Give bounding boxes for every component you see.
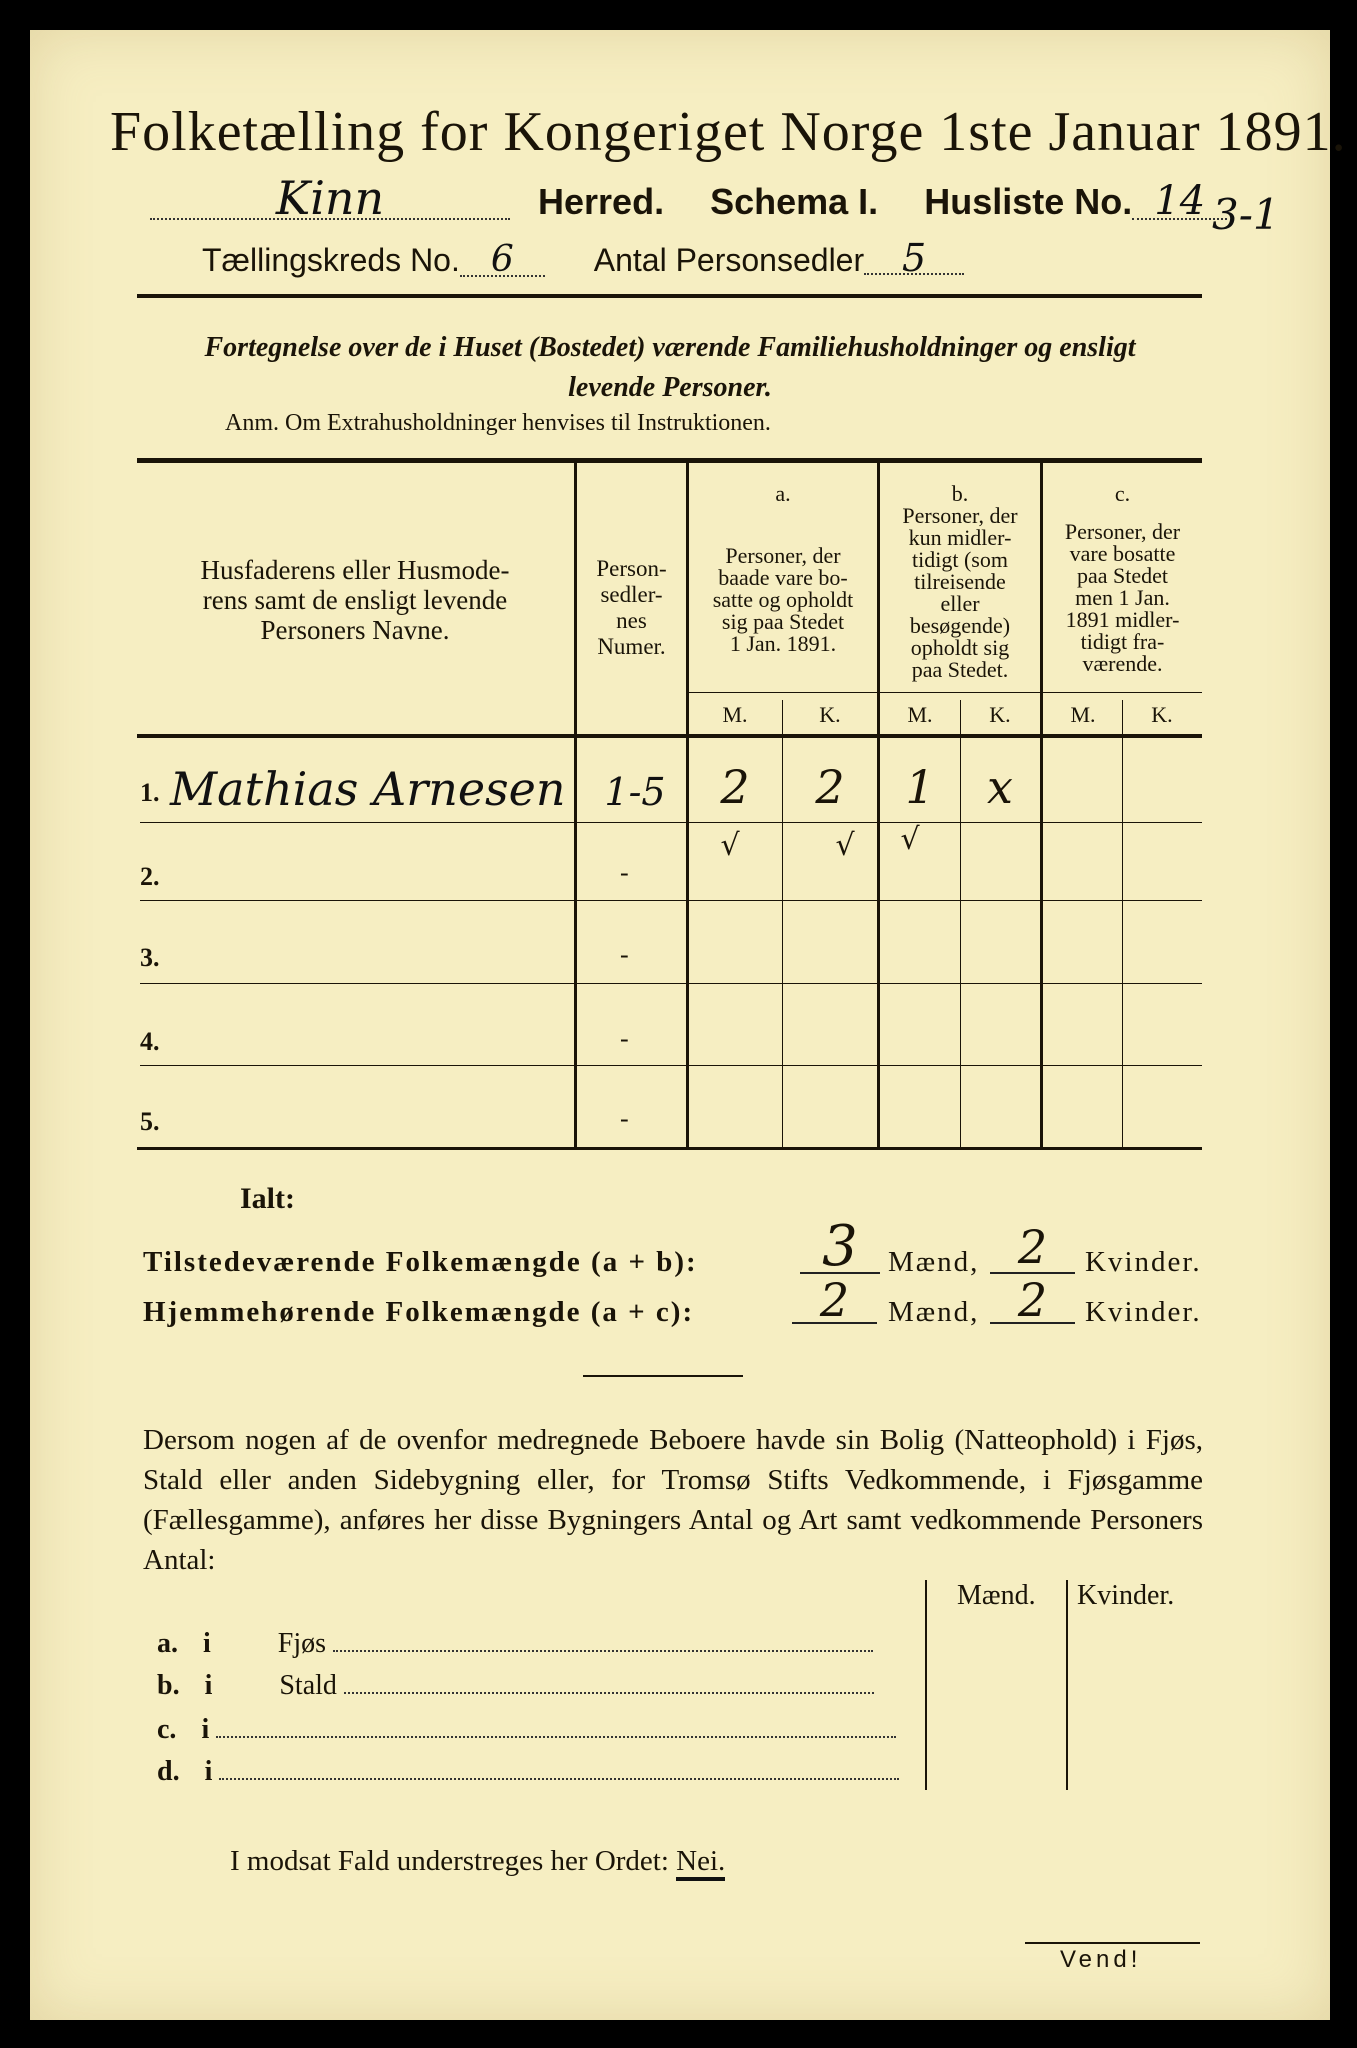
hjemme-women: 2 xyxy=(990,1278,1075,1324)
kvinder-label: Kvinder. xyxy=(1085,1246,1202,1278)
check-mark-icon: √ xyxy=(835,828,855,863)
m-label: M. xyxy=(907,702,933,727)
kreds-label: Tællingskreds No. xyxy=(202,242,460,278)
col-b-header: b. Personer, der kun midler- tidigt (som tilreisende eller besøgende) opholdt sig paa Stedet. xyxy=(902,481,1018,682)
row-rule xyxy=(140,822,1202,823)
col-divider xyxy=(1122,700,1123,1149)
maend-label: Mænd, xyxy=(888,1296,980,1328)
col-c-header: c. Personer, der vare bosatte paa Stedet men 1 Jan. 1891 midler- tidigt fra- værende. xyxy=(1064,481,1181,676)
col-divider xyxy=(1066,1580,1068,1790)
kreds-value: 6 xyxy=(460,245,545,277)
cell-a-k: 2 xyxy=(815,760,845,814)
maend-label: Mænd, xyxy=(888,1246,980,1278)
hjemme-line xyxy=(143,1296,694,1329)
row-number: 1. xyxy=(140,778,160,807)
anm-note: Anm. Om Extrahusholdninger henvises til Instruktionen. xyxy=(225,410,771,436)
hjemme-label: Hjemmehørende Folkemængde (a + c): xyxy=(143,1296,695,1328)
row-num: - xyxy=(620,940,629,969)
row-number: 5. xyxy=(140,1107,160,1136)
tilstede-label: Tilstedeværende Folkemængde (a + b): xyxy=(143,1246,698,1278)
cell-a-m: 2 xyxy=(720,760,750,814)
herred-line xyxy=(150,171,1227,225)
separator xyxy=(583,1375,743,1377)
col-num-header: Person- sedler- nes Numer. xyxy=(596,556,667,659)
maend-column-header: Mænd. xyxy=(957,1580,1036,1611)
building-item: d. i xyxy=(157,1756,899,1788)
kvinder-label: Kvinder. xyxy=(1085,1296,1202,1328)
row-number: 2. xyxy=(140,862,160,891)
kreds-line xyxy=(202,236,964,280)
col-divider xyxy=(782,700,783,1149)
col-a-header: a. Personer, der baade vare bo- satte og opholdt sig paa Stedet 1 Jan. 1891. xyxy=(712,481,854,656)
building-item: c. i xyxy=(157,1714,896,1746)
k-label: K. xyxy=(989,702,1011,727)
personsedler-value: 5 xyxy=(864,243,964,275)
row-num: - xyxy=(620,1104,629,1133)
row-num: - xyxy=(620,1024,629,1053)
row-number: 4. xyxy=(140,1027,160,1056)
row-name: Mathias Arnesen xyxy=(170,762,566,816)
heading-line1: Fortegnelse over de i Huset (Bostedet) værende Familiehusholdninger og ensligt xyxy=(204,332,1136,363)
herred-value: Kinn xyxy=(150,178,510,220)
husliste-value: 14 xyxy=(1132,184,1227,220)
modsat-label: I modsat Fald understreges her Ordet: xyxy=(230,1845,669,1877)
husliste-label: Husliste No. xyxy=(924,181,1133,222)
m-label: M. xyxy=(722,702,748,727)
nei-word: Nei. xyxy=(676,1845,725,1881)
margin-note: 3-1 xyxy=(1212,190,1280,239)
ialt-label: Ialt: xyxy=(240,1182,295,1215)
modsat-line xyxy=(230,1845,725,1878)
check-mark-icon: √ xyxy=(900,822,920,857)
cell-b-k: x xyxy=(987,760,1013,814)
tilstede-men: 3 xyxy=(800,1222,880,1274)
row-number: 3. xyxy=(140,943,160,972)
hjemme-men: 2 xyxy=(792,1278,877,1324)
personsedler-label: Antal Personsedler xyxy=(593,242,865,278)
k-label: K. xyxy=(819,702,841,727)
m-label: M. xyxy=(1070,702,1096,727)
heading-line2: levende Personer. xyxy=(568,372,772,403)
herred-label: Herred. xyxy=(538,181,665,222)
kvinder-column-header: Kvinder. xyxy=(1077,1580,1175,1611)
row-num: 1-5 xyxy=(604,770,666,814)
row-rule xyxy=(140,983,1202,984)
header-rule xyxy=(137,294,1202,298)
check-mark-icon: √ xyxy=(720,828,740,863)
cell-b-m: 1 xyxy=(905,760,935,814)
tilstede-line xyxy=(143,1246,698,1279)
col-name-header: Husfaderens eller Husmode- rens samt de ensligt levende Personers Navne. xyxy=(200,555,510,645)
schema-label: Schema I. xyxy=(710,181,879,222)
row-rule xyxy=(140,900,1202,901)
form-heading xyxy=(135,328,1205,408)
row-rule xyxy=(140,1065,1202,1066)
sidebygning-paragraph: Dersom nogen af de ovenfor medregnede Beboere havde sin Bolig (Natteophold) i Fjøs, Stald eller anden Sidebygning eller, for Tromsø Stifts Vedkommende, i Fjøsgamme (Fællesgamme), anføres her disse Bygningers Antal og Art samt vedkommende Personers Antal: xyxy=(143,1424,1203,1576)
k-label: K. xyxy=(1151,702,1173,727)
col-divider xyxy=(925,1580,927,1790)
vend-rule xyxy=(1025,1942,1200,1944)
tilstede-women: 2 xyxy=(990,1222,1075,1274)
row-num: - xyxy=(620,858,629,887)
vend-label: Vend! xyxy=(1060,1946,1142,1973)
building-item: a. i Fjøs xyxy=(157,1628,873,1660)
building-item: b. i Stald xyxy=(157,1670,874,1702)
mk-divider xyxy=(689,692,1202,693)
form-title: Folketælling for Kongeriget Norge 1ste Januar 1891. xyxy=(110,101,1347,163)
